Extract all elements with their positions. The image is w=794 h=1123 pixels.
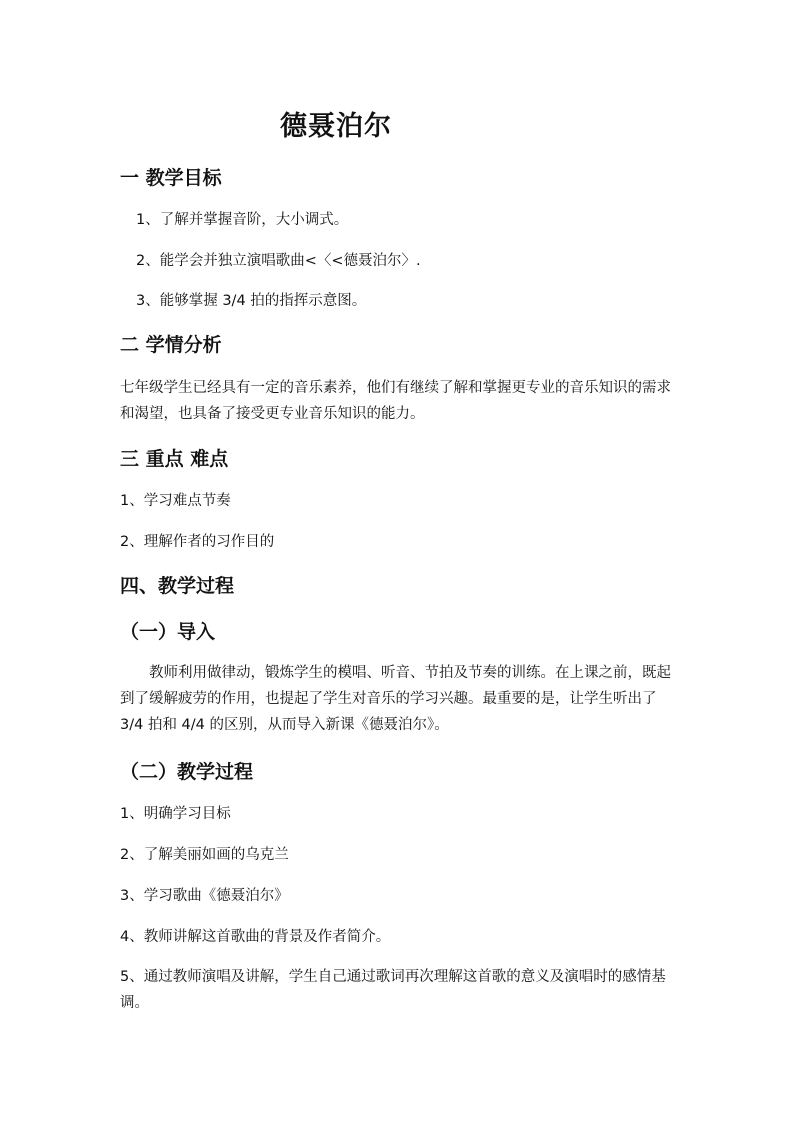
subsection-heading-teaching-process: （二）教学过程	[120, 761, 254, 783]
subsection-heading-intro: （一）导入	[120, 621, 216, 643]
process-item: 2、了解美丽如画的乌克兰	[120, 847, 289, 863]
section-heading-process: 四、教学过程	[120, 575, 235, 597]
document-title: 德聂泊尔	[280, 111, 392, 142]
process-item: 3、学习歌曲《德聂泊尔》	[120, 888, 289, 904]
analysis-paragraph: 七年级学生已经具有一定的音乐素养，他们有继续了解和掌握更专业的音乐知识的需求和渴望，也具备了接受更专业音乐知识的能力。	[120, 380, 671, 422]
process-item: 5、通过教师演唱及讲解，学生自己通过歌词再次理解这首歌的意义及演唱时的感情基调。	[120, 969, 666, 1011]
objective-item: 1、了解并掌握音阶，大小调式。	[136, 212, 349, 228]
key-point-item: 1、学习难点节奏	[120, 493, 231, 509]
section-heading-key-points: 三 重点 难点	[120, 448, 229, 470]
intro-paragraph: 教师利用做律动，锻炼学生的模唱、听音、节拍及节奏的训练。在上课之前，既起到了缓解疲劳的作用，也提起了学生对音乐的学习兴趣。最重要的是，让学生听出了 3/4 拍和 4/4 的区别，从而导入新课《德聂泊尔》。	[120, 665, 671, 733]
section-heading-objectives: 一 教学目标	[120, 167, 222, 189]
key-point-item: 2、理解作者的习作目的	[120, 534, 275, 550]
process-item: 1、明确学习目标	[120, 806, 231, 822]
section-heading-analysis: 二 学情分析	[120, 334, 222, 356]
objective-item: 2、能学会并独立演唱歌曲<〈<德聂泊尔〉.	[136, 253, 421, 269]
process-item: 4、教师讲解这首歌曲的背景及作者简介。	[120, 929, 391, 945]
objective-item: 3、能够掌握 3/4 拍的指挥示意图。	[136, 293, 367, 309]
